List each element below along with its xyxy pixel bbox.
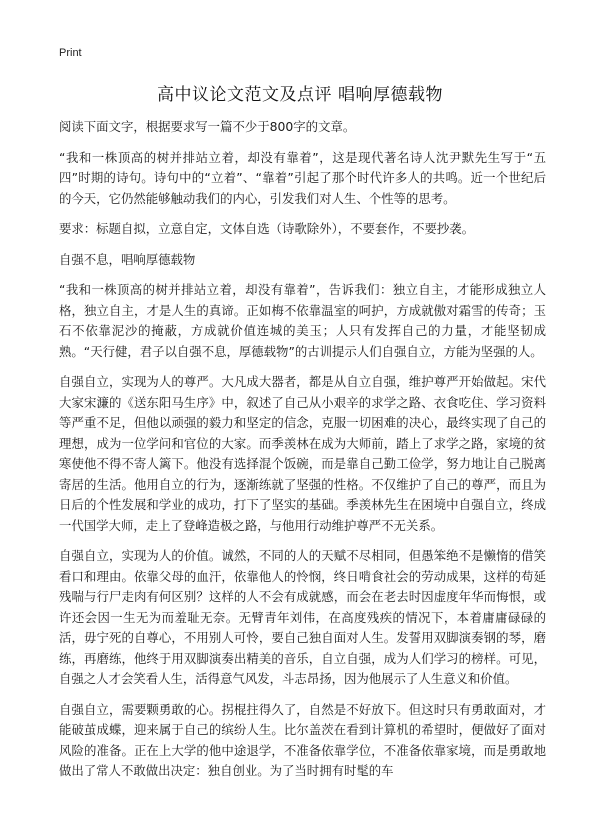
print-link[interactable]: Print xyxy=(59,47,82,59)
essay-paragraph: 自强自立，实现为人的尊严。大凡成大器者，都是从自立自强，维护尊严开始做起。宋代大家宋濂的《送东阳马生序》中，叙述了自己从小艰辛的求学之路、衣食吃住、学习资料等严重不足，但他以顽强的毅力和坚定的信念，克服一切困难的决心，最终实现了自己的理想，成为一位学问和官位的大家。而季羡林在成为大师前，踏上了求学之路，家境的贫寒使他不得不寄人篱下。他没有选择混个饭碗，而是靠自己勤工俭学，努力地让自己脱离寄居的生活。他用自立的行为，逐渐练就了坚强的性格。不仅维护了自己的尊严，而且为日后的个性发展和学业的成功，打下了坚实的基础。季羡林先生在困境中自强自立，终成一代国学大师，走上了登峰造极之路，与他用行动维护尊严不无关系。 xyxy=(59,374,546,533)
article-body xyxy=(59,117,546,792)
prompt-instruction: 阅读下面文字，根据要求写一篇不少于800字的文章。 xyxy=(59,119,356,134)
essay-paragraph: 自强自立，需要颗勇敢的心。拐棍拄得久了，自然是不好放下。但这时只有勇敢面对，才能破茧成蝶，迎来属于自己的缤纷人生。比尔盖茨在看到计算机的希望时，便做好了面对风险的准备。正在上大学的他中途退学，不准备依靠学位，不准备依靠家境，而是勇敢地做出了常人不敢做出决定：独自创业。为了当时拥有时髦的车 xyxy=(59,701,546,778)
prompt-requirements: 要求：标题自拟，立意自定，文体自选（诗歌除外），不要套作，不要抄袭。 xyxy=(59,221,475,236)
essay-paragraph: 自强自立，实现为人的价值。诚然，不同的人的天赋不尽相同，但愚笨绝不是懒惰的借笑看口和理由。依靠父母的血汗，依靠他人的怜悯，终日啃食社会的劳动成果，这样的苟延残喘与行尸走肉有何区别？这样的人不会有成就感，而会在老去时因虚度年华而悔恨，或许还会因一生无为而羞耻无奈。无臂青年刘伟，在高度残疾的情况下，本着庸庸碌碌的活，毋宁死的自尊心，不用别人可怜，要自己独自面对人生。发誓用双脚演奏钢的琴，磨练，再磨练，他终于用双脚演奏出精美的音乐，自立自强，成为人们学习的榜样。可见，自强之人才会笑看人生，活得意气风发，斗志昂扬，因为他展示了人生意义和价值。 xyxy=(59,548,546,686)
essay-title: 自强不息，唱响厚德载物 xyxy=(59,251,196,267)
prompt-quote-paragraph: “我和一株顶高的树并排站立着，却没有靠着”，这是现代著名诗人沈尹默先生写于“五四”时期的诗句。诗句中的“立着”、“靠着”引起了那个时代许多人的共鸣。近一个世纪后的今天，它仍然能够触动我们的内心，引发我们对人生、个性等的思考。 xyxy=(59,149,546,206)
essay-paragraph: “我和一株顶高的树并排站立着，却没有靠着”，告诉我们：独立自主，才能形成独立人格，独立自主，才是人生的真谛。正如梅不依靠温室的呵护，方成就傲对霜雪的传奇；玉石不依靠泥沙的掩蔽，方成就价值连城的美玉；人只有发挥自己的力量，才能坚韧成熟。“天行健，君子以自强不息，厚德载物”的古训提示人们自强自立，方能为坚强的人。 xyxy=(59,282,546,359)
page-title: 高中议论文范文及点评 唱响厚德载物 xyxy=(157,85,443,105)
